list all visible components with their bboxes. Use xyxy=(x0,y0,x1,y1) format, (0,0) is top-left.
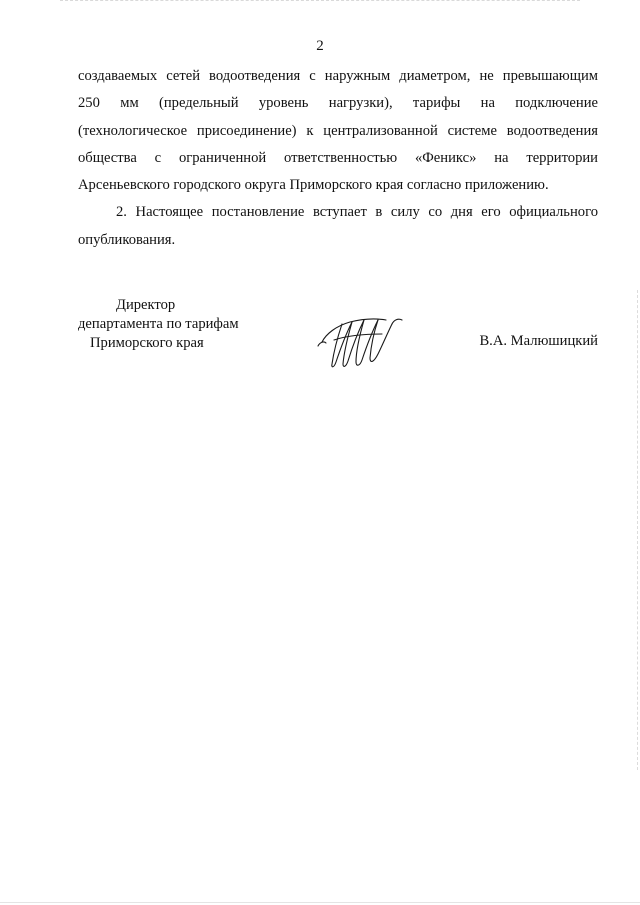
paragraph-2-line: опубликования. xyxy=(78,231,176,248)
signer-position-line: Директор xyxy=(116,297,176,313)
signer-position-line: Приморского края xyxy=(90,335,204,351)
paragraph-1-line: 250 мм (предельный уровень нагрузки), тарифы на подключение xyxy=(78,95,598,112)
scan-edge-top xyxy=(60,0,580,2)
signer-position xyxy=(78,296,253,353)
signer-name: В.А. Малюшицкий xyxy=(479,333,598,349)
scan-edge-bottom xyxy=(0,902,640,903)
scan-edge-right xyxy=(637,290,638,770)
paragraph-1-line: общества с ограниченной ответственностью «Феникс» на территории xyxy=(78,149,598,166)
paragraph-1-line: создаваемых сетей водоотведения с наружным диаметром, не превышающим xyxy=(78,68,598,84)
handwritten-signature xyxy=(316,312,406,370)
paragraph-1 xyxy=(78,63,598,199)
document-body xyxy=(78,63,598,254)
page-number: 2 xyxy=(316,38,324,54)
paragraph-2 xyxy=(78,199,598,254)
paragraph-2-line: 2. Настоящее постановление вступает в силу со дня его официального xyxy=(116,204,598,221)
signer-position-line: департамента по тарифам xyxy=(78,316,239,332)
paragraph-1-line: Арсеньевского городского округа Приморского края согласно приложению. xyxy=(78,177,549,194)
paragraph-1-line: (технологическое присоединение) к централизованной системе водоотведения xyxy=(78,122,598,139)
signature-block xyxy=(78,296,598,386)
